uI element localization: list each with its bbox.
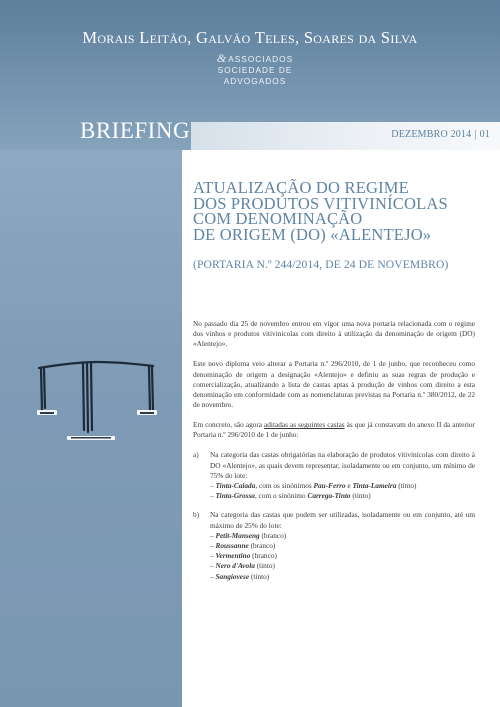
grape-color: (branco) — [248, 541, 276, 551]
issue-number: 01 — [479, 129, 490, 140]
article-body — [193, 319, 475, 591]
assoc-line-3: ADVOGADOS — [223, 76, 287, 86]
item-a-content — [210, 450, 475, 501]
list-item-b — [193, 510, 475, 581]
grape-name: Tinta-Caiada — [215, 481, 256, 491]
grape-row — [210, 551, 475, 561]
item-b-marker: b) — [193, 510, 200, 520]
paragraph-3 — [193, 420, 475, 440]
p3-underlined: aditadas as seguintes castas — [264, 420, 345, 430]
grape-name: Nero d'Avola — [215, 561, 255, 571]
list-item-a — [193, 450, 475, 501]
text: e — [345, 481, 353, 491]
assoc-line-2: SOCIEDADE DE — [217, 65, 293, 75]
dash: – — [210, 571, 216, 581]
title-line-3: COM DENOMINAÇÃO — [193, 209, 363, 228]
title-line-2: DOS PRODUTOS VITIVINÍCOLAS — [193, 193, 448, 213]
briefing-label: BRIEFING — [80, 118, 191, 143]
title-line-4: DE ORIGEM (DO) «ALENTEJO» — [193, 224, 432, 244]
dash: – — [210, 551, 216, 561]
synonym: Pau-Ferro — [313, 481, 346, 491]
grape-name: Vermentino — [215, 551, 251, 561]
dash: – — [210, 491, 216, 501]
item-a-text: Na categoria das castas obrigatórias na elaboração de produtos vitivinícolas com direito à DO «Alentejo», as quais devem representar, isoladamente ou em conjunto, um mínimo de 75% do lote: — [210, 450, 475, 480]
dash: – — [210, 561, 216, 571]
article-subtitle: (PORTARIA N.º 244/2014, DE 24 DE NOVEMBRO) — [193, 258, 449, 271]
date-text: DEZEMBRO 2014 — [391, 129, 472, 140]
text: , com o sinónimo — [254, 491, 308, 501]
item-b-text: Na categoria das castas que podem ser utilizadas, isoladamente ou em conjunto, até um máximo de 25% do lote: — [210, 510, 475, 530]
dash: – — [210, 541, 216, 551]
assoc-line-1: ASSOCIADOS — [228, 54, 294, 64]
grape-name: Roussanne — [215, 541, 249, 551]
issue-date — [391, 129, 490, 140]
grape-row — [210, 541, 475, 551]
item-a-sub-2 — [210, 491, 475, 501]
grape-row — [210, 561, 475, 571]
date-separator: | — [474, 129, 477, 140]
paragraph-1: No passado dia 25 de novembro entrou em vigor uma nova portaria relacionada com o regime dos vinhos e produtos vitivinícolas com direito à utilização da denominação de origem (DO) «Alentejo». — [193, 319, 475, 349]
dash: – — [210, 481, 216, 491]
dash: – — [210, 530, 216, 540]
grape-color: (tinto) — [254, 561, 275, 571]
text: (tinto) — [350, 491, 371, 501]
grape-name: Tinta-Grossa — [215, 491, 255, 501]
p3-pre: Em concreto, são agora — [193, 420, 265, 430]
grape-row — [210, 531, 475, 541]
item-b-content — [210, 510, 475, 581]
synonym: Tinta-Lameira — [352, 481, 397, 491]
synonym: Carrega-Tinto — [307, 491, 351, 501]
grape-name: Petit-Manseng — [215, 530, 260, 540]
article-title — [193, 180, 493, 242]
grape-row — [210, 572, 475, 582]
grape-color: (tinto) — [249, 571, 270, 581]
firm-subtitle — [210, 53, 300, 87]
firm-name: Morais Leitão, Galvão Teles, Soares da Silva — [82, 28, 418, 47]
item-a-sub-1 — [210, 481, 475, 491]
text: , com os sinónimos — [255, 481, 314, 491]
scales-of-justice-icon — [37, 350, 157, 450]
grape-name: Sangiovese — [215, 571, 250, 581]
ampersand: & — [216, 51, 228, 65]
item-a-marker: a) — [193, 450, 199, 460]
grape-color: (branco) — [259, 530, 287, 540]
p3-post: às que já constavam do anexo II da anterior Portaria n.º 296/2010 de 1 de junho: — [193, 420, 475, 440]
title-line-1: ATUALIZAÇÃO DO REGIME — [193, 178, 409, 197]
grape-color: (branco) — [250, 551, 277, 561]
paragraph-2: Este novo diploma veio alterar a Portaria n.º 296/2010, de 1 de junho, que reconheceu como denominação de origem a designação «Alentejo» e definiu as suas regras de produção e comercialização, atualizando a lista de castas aptas à produção de vinhos com direito a esta denominação em conformidade com as nomenclaturas previstas na Portaria n.º 380/2012, de 22 de novembro. — [193, 359, 475, 410]
text: (tinto) — [396, 481, 417, 491]
date-band — [191, 122, 500, 150]
